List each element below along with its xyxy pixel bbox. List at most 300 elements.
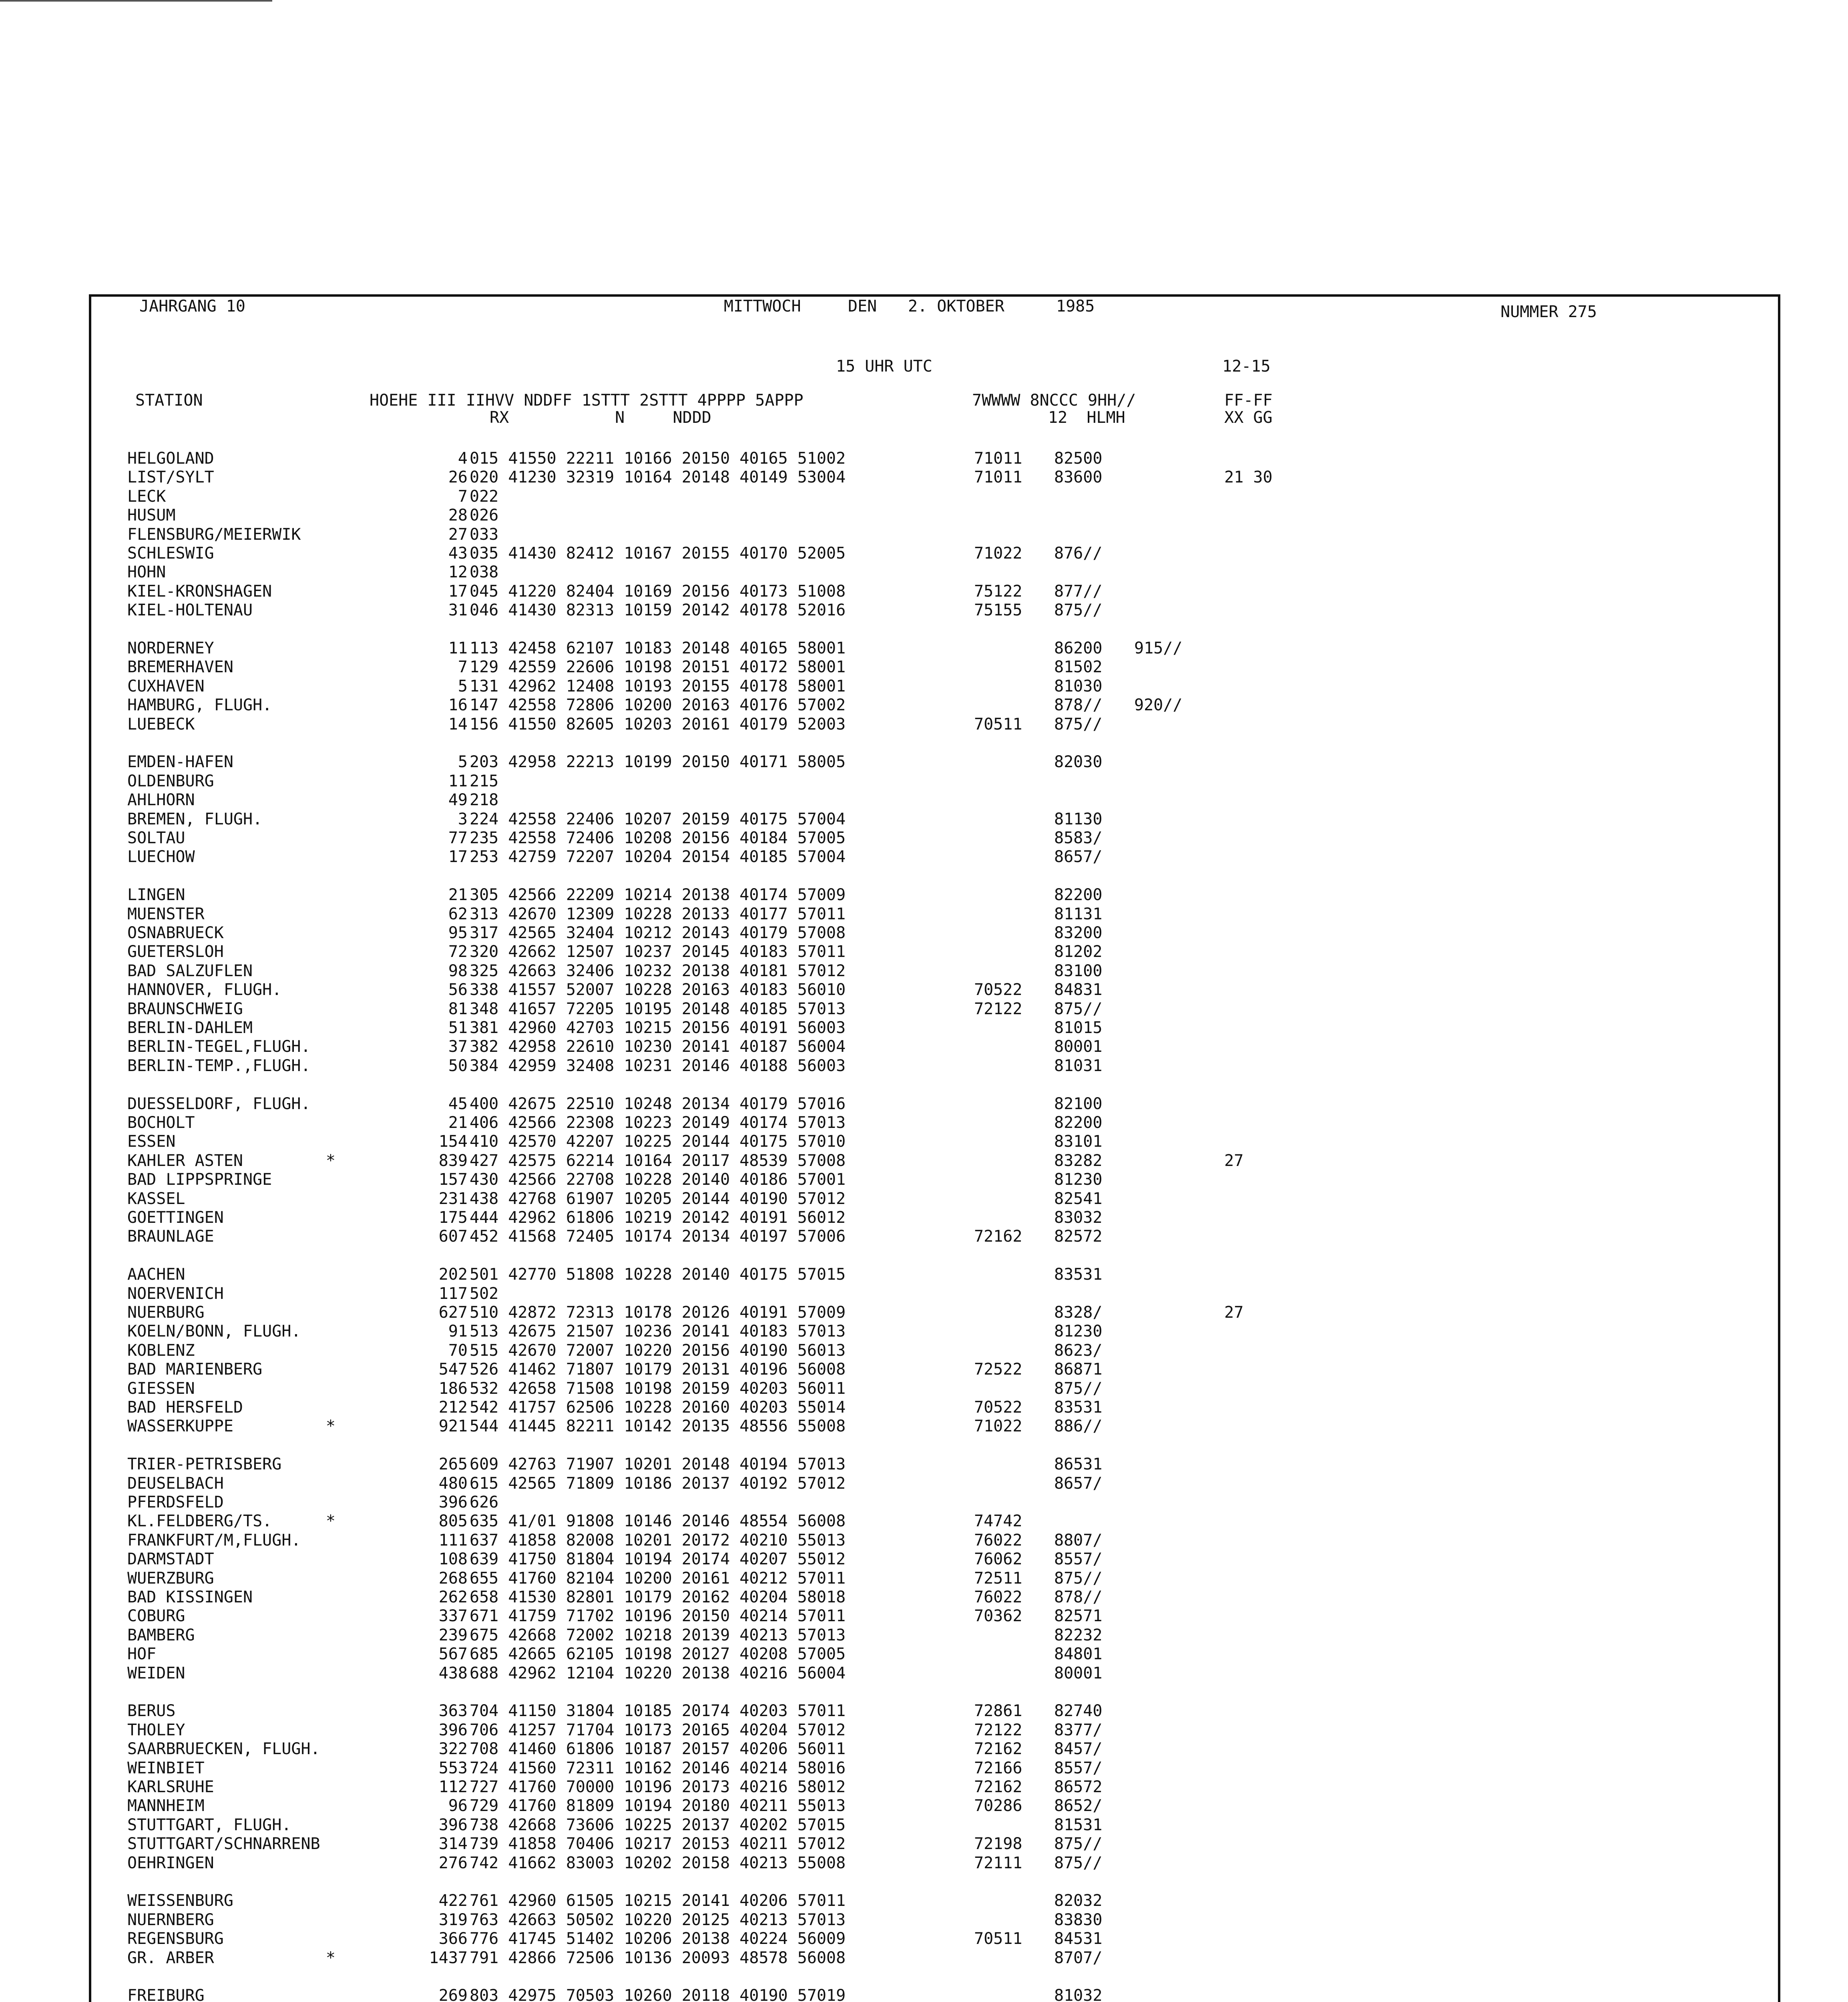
station-name: BAD MARIENBERG bbox=[127, 1360, 263, 1379]
group-7wwww: 72122 bbox=[974, 1721, 1022, 1739]
station-height: 363 bbox=[438, 1702, 468, 1721]
column-groups: 7WWWW 8NCCC 9HH// bbox=[972, 391, 1136, 410]
station-height: 81 bbox=[448, 999, 468, 1018]
group-7wwww: 70522 bbox=[974, 981, 1022, 999]
station-height: 231 bbox=[438, 1189, 468, 1208]
jahrgang: JAHRGANG 10 bbox=[139, 297, 245, 316]
synop-codes: 384 42959 32408 10231 20146 40188 56003 bbox=[470, 1056, 846, 1075]
group-7wwww: 74742 bbox=[974, 1512, 1022, 1531]
station-height: 154 bbox=[438, 1132, 468, 1151]
station-name: BERLIN-TEGEL,FLUGH. bbox=[127, 1037, 311, 1056]
synop-codes: 410 42570 42207 10225 20144 40175 57010 bbox=[470, 1132, 846, 1151]
station-height: 175 bbox=[438, 1208, 468, 1227]
synop-codes: 022 bbox=[470, 487, 499, 506]
station-name: BRAUNLAGE bbox=[127, 1227, 214, 1246]
table-row bbox=[91, 657, 1778, 677]
station-name: CUXHAVEN bbox=[127, 677, 205, 695]
mountain-marker: * bbox=[325, 1512, 335, 1531]
synop-codes: 609 42763 71907 10201 20148 40194 57013 bbox=[470, 1455, 846, 1474]
station-height: 45 bbox=[448, 1094, 468, 1113]
group-8nccc: 82500 bbox=[1054, 449, 1103, 468]
group-8nccc: 8377/ bbox=[1054, 1721, 1103, 1739]
table-row bbox=[91, 582, 1778, 601]
group-8nccc: 8652/ bbox=[1054, 1797, 1103, 1815]
table-row bbox=[91, 1493, 1778, 1512]
group-8nccc: 82541 bbox=[1054, 1189, 1103, 1208]
group-8nccc: 83830 bbox=[1054, 1910, 1103, 1929]
column-codes-sub: RX N NDDD bbox=[490, 408, 711, 427]
table-row bbox=[91, 1834, 1778, 1853]
station-height: 91 bbox=[448, 1322, 468, 1341]
station-height: 14 bbox=[448, 715, 468, 734]
table-row bbox=[91, 1853, 1778, 1873]
group-8nccc: 83101 bbox=[1054, 1132, 1103, 1151]
group-8nccc: 875// bbox=[1054, 1853, 1103, 1872]
table-row bbox=[91, 772, 1778, 791]
station-name: OLDENBURG bbox=[127, 772, 214, 790]
station-height: 111 bbox=[438, 1531, 468, 1550]
group-8nccc: 8707/ bbox=[1054, 1948, 1103, 1967]
station-name: DUESSELDORF, FLUGH. bbox=[127, 1094, 311, 1113]
group-8nccc: 875// bbox=[1054, 601, 1103, 620]
group-7wwww: 72162 bbox=[974, 1740, 1022, 1759]
synop-codes: 317 42565 32404 10212 20143 40179 57008 bbox=[470, 924, 846, 942]
synop-codes: 791 42866 72506 10136 20093 48578 56008 bbox=[470, 1948, 846, 1967]
table-row bbox=[91, 601, 1778, 620]
station-name: GOETTINGEN bbox=[127, 1208, 224, 1227]
station-name: SCHLESWIG bbox=[127, 544, 214, 563]
group-7wwww: 72861 bbox=[974, 1702, 1022, 1721]
group-8nccc: 81230 bbox=[1054, 1322, 1103, 1341]
station-name: FRANKFURT/M,FLUGH. bbox=[127, 1531, 301, 1550]
table-row bbox=[91, 1284, 1778, 1303]
synop-codes: 046 41430 82313 10159 20142 40178 52016 bbox=[470, 601, 846, 620]
wind-gusts: 21 30 bbox=[1224, 468, 1273, 487]
group-8nccc: 82200 bbox=[1054, 886, 1103, 905]
station-name: BAD KISSINGEN bbox=[127, 1588, 253, 1606]
mountain-marker: * bbox=[325, 1417, 335, 1436]
station-height: 3 bbox=[458, 810, 468, 828]
group-8nccc: 81032 bbox=[1054, 1986, 1103, 2002]
station-height: 112 bbox=[438, 1778, 468, 1796]
group-8nccc: 8457/ bbox=[1054, 1740, 1103, 1759]
table-row bbox=[91, 999, 1778, 1019]
group-7wwww: 72522 bbox=[974, 1360, 1022, 1379]
station-name: PFERDSFELD bbox=[127, 1493, 224, 1512]
station-height: 95 bbox=[448, 924, 468, 942]
synop-codes: 706 41257 71704 10173 20165 40204 57012 bbox=[470, 1721, 846, 1739]
table-row bbox=[91, 715, 1778, 734]
group-8nccc: 81015 bbox=[1054, 1019, 1103, 1037]
group-8nccc: 8623/ bbox=[1054, 1341, 1103, 1360]
station-name: KASSEL bbox=[127, 1189, 185, 1208]
synop-codes: 203 42958 22213 10199 20150 40171 58005 bbox=[470, 753, 846, 772]
station-name: WEIDEN bbox=[127, 1664, 185, 1682]
group-9hh: 920// bbox=[1134, 696, 1183, 715]
table-row bbox=[91, 544, 1778, 563]
table-row bbox=[91, 1531, 1778, 1550]
station-name: LINGEN bbox=[127, 886, 185, 905]
station-height: 396 bbox=[438, 1493, 468, 1512]
table-row bbox=[91, 1664, 1778, 1683]
group-8nccc: 81230 bbox=[1054, 1170, 1103, 1189]
station-height: 337 bbox=[438, 1607, 468, 1626]
station-name: BAD LIPPSPRINGE bbox=[127, 1170, 272, 1189]
station-name: HELGOLAND bbox=[127, 449, 214, 468]
station-height: 117 bbox=[438, 1284, 468, 1303]
table-row bbox=[91, 1398, 1778, 1417]
station-name: NUERNBERG bbox=[127, 1910, 214, 1929]
synop-codes: 675 42668 72002 10218 20139 40213 57013 bbox=[470, 1626, 846, 1644]
synop-codes: 026 bbox=[470, 506, 499, 525]
table-row bbox=[91, 506, 1778, 525]
synop-codes: 729 41760 81809 10194 20180 40211 55013 bbox=[470, 1797, 846, 1815]
station-name: HAMBURG, FLUGH. bbox=[127, 696, 272, 715]
group-7wwww: 76062 bbox=[974, 1550, 1022, 1569]
column-station: STATION bbox=[135, 391, 203, 410]
group-7wwww: 70362 bbox=[974, 1607, 1022, 1626]
group-8nccc: 8557/ bbox=[1054, 1759, 1103, 1777]
group-8nccc: 82032 bbox=[1054, 1891, 1103, 1910]
table-row bbox=[91, 1588, 1778, 1607]
table-row bbox=[91, 885, 1778, 905]
table-row bbox=[91, 1170, 1778, 1189]
table-row bbox=[91, 1322, 1778, 1341]
station-height: 314 bbox=[438, 1835, 468, 1853]
station-name: BOCHOLT bbox=[127, 1114, 195, 1132]
station-height: 262 bbox=[438, 1588, 468, 1606]
station-height: 396 bbox=[438, 1721, 468, 1739]
station-height: 28 bbox=[448, 506, 468, 525]
station-name: LUECHOW bbox=[127, 848, 195, 866]
table-row bbox=[91, 847, 1778, 866]
station-height: 7 bbox=[458, 658, 468, 677]
table-row bbox=[91, 790, 1778, 810]
synop-codes: 147 42558 72806 10200 20163 40176 57002 bbox=[470, 696, 846, 715]
synop-codes: 338 41557 52007 10228 20163 40183 56010 bbox=[470, 981, 846, 999]
group-8nccc: 81502 bbox=[1054, 658, 1103, 677]
station-name: SAARBRUECKEN, FLUGH. bbox=[127, 1740, 320, 1759]
table-row bbox=[91, 1341, 1778, 1360]
group-8nccc: 84531 bbox=[1054, 1930, 1103, 1948]
station-height: 438 bbox=[438, 1664, 468, 1682]
synop-codes: 348 41657 72205 10195 20148 40185 57013 bbox=[470, 999, 846, 1018]
table-row bbox=[91, 1626, 1778, 1645]
group-8nccc: 8583/ bbox=[1054, 829, 1103, 847]
table-row bbox=[91, 487, 1778, 506]
table-row bbox=[91, 1644, 1778, 1664]
station-name: LUEBECK bbox=[127, 715, 195, 734]
table-row bbox=[91, 1910, 1778, 1930]
station-name: MANNHEIM bbox=[127, 1797, 205, 1815]
table-row bbox=[91, 961, 1778, 981]
group-7wwww: 75155 bbox=[974, 601, 1022, 620]
station-height: 21 bbox=[448, 1114, 468, 1132]
synop-codes: 727 41760 70000 10196 20173 40216 58012 bbox=[470, 1778, 846, 1796]
station-height: 77 bbox=[448, 829, 468, 847]
station-name: KOELN/BONN, FLUGH. bbox=[127, 1322, 301, 1341]
group-8nccc: 83600 bbox=[1054, 468, 1103, 487]
group-8nccc: 82740 bbox=[1054, 1702, 1103, 1721]
table-row bbox=[91, 942, 1778, 961]
synop-codes: 020 41230 32319 10164 20148 40149 53004 bbox=[470, 468, 846, 487]
weather-report-frame bbox=[89, 294, 1780, 2002]
table-row bbox=[91, 1094, 1778, 1114]
station-height: 43 bbox=[448, 544, 468, 563]
table-row bbox=[91, 1701, 1778, 1721]
station-height: 268 bbox=[438, 1569, 468, 1588]
group-7wwww: 72511 bbox=[974, 1569, 1022, 1588]
weekday: MITTWOCH bbox=[724, 297, 801, 316]
group-8nccc: 83531 bbox=[1054, 1265, 1103, 1284]
station-height: 212 bbox=[438, 1398, 468, 1417]
group-7wwww: 72162 bbox=[974, 1227, 1022, 1246]
group-8nccc: 86200 bbox=[1054, 639, 1103, 657]
group-8nccc: 8328/ bbox=[1054, 1303, 1103, 1322]
date: 2. OKTOBER bbox=[908, 297, 1004, 316]
synop-codes: 502 bbox=[470, 1284, 499, 1303]
table-row bbox=[91, 923, 1778, 943]
column-wind-sub: XX GG bbox=[1224, 408, 1273, 427]
synop-codes: 501 42770 51808 10228 20140 40175 57015 bbox=[470, 1265, 846, 1284]
synop-codes: 218 bbox=[470, 791, 499, 810]
mountain-marker: * bbox=[325, 1151, 335, 1170]
station-height: 31 bbox=[448, 601, 468, 620]
table-row bbox=[91, 1417, 1778, 1436]
station-name: COBURG bbox=[127, 1607, 185, 1626]
station-name: AACHEN bbox=[127, 1265, 185, 1284]
station-height: 72 bbox=[448, 943, 468, 961]
station-height: 4 bbox=[458, 449, 468, 468]
table-row bbox=[91, 1606, 1778, 1626]
group-7wwww: 70286 bbox=[974, 1797, 1022, 1815]
table-row bbox=[91, 810, 1778, 829]
station-height: 27 bbox=[448, 525, 468, 544]
station-name: OSNABRUECK bbox=[127, 924, 224, 942]
group-8nccc: 81202 bbox=[1054, 943, 1103, 961]
table-row bbox=[91, 1512, 1778, 1531]
group-7wwww: 72162 bbox=[974, 1778, 1022, 1796]
group-8nccc: 81031 bbox=[1054, 1056, 1103, 1075]
table-row bbox=[91, 1569, 1778, 1588]
table-row bbox=[91, 1303, 1778, 1322]
station-name: KAHLER ASTEN bbox=[127, 1151, 243, 1170]
group-8nccc: 81030 bbox=[1054, 677, 1103, 695]
group-8nccc: 82571 bbox=[1054, 1607, 1103, 1626]
station-height: 17 bbox=[448, 582, 468, 601]
station-name: SOLTAU bbox=[127, 829, 185, 847]
synop-codes: 253 42759 72207 10204 20154 40185 57004 bbox=[470, 848, 846, 866]
station-name: GUETERSLOH bbox=[127, 943, 224, 961]
table-row bbox=[91, 1929, 1778, 1948]
table-row bbox=[91, 752, 1778, 772]
station-name: STUTTGART, FLUGH. bbox=[127, 1815, 291, 1834]
synop-codes: 803 42975 70503 10260 20118 40190 57019 bbox=[470, 1986, 846, 2002]
synop-codes: 224 42558 22406 10207 20159 40175 57004 bbox=[470, 810, 846, 828]
group-8nccc: 86531 bbox=[1054, 1455, 1103, 1474]
group-8nccc: 8557/ bbox=[1054, 1550, 1103, 1569]
station-name: HUSUM bbox=[127, 506, 176, 525]
table-row bbox=[91, 1151, 1778, 1170]
station-name: BAMBERG bbox=[127, 1626, 195, 1644]
table-row bbox=[91, 1891, 1778, 1910]
table-row bbox=[91, 468, 1778, 487]
group-8nccc: 875// bbox=[1054, 715, 1103, 734]
station-height: 553 bbox=[438, 1759, 468, 1777]
group-8nccc: 876// bbox=[1054, 544, 1103, 563]
table-row bbox=[91, 677, 1778, 696]
station-height: 157 bbox=[438, 1170, 468, 1189]
synop-codes: 215 bbox=[470, 772, 499, 790]
group-7wwww: 71022 bbox=[974, 1417, 1022, 1436]
station-name: FREIBURG bbox=[127, 1986, 205, 2002]
synop-codes: 515 42670 72007 10220 20156 40190 56013 bbox=[470, 1341, 846, 1360]
synop-codes: 658 41530 82801 10179 20162 40204 58018 bbox=[470, 1588, 846, 1606]
station-height: 422 bbox=[438, 1891, 468, 1910]
synop-codes: 637 41858 82008 10201 20172 40210 55013 bbox=[470, 1531, 846, 1550]
group-7wwww: 72111 bbox=[974, 1853, 1022, 1872]
synop-codes: 526 41462 71807 10179 20131 40196 56008 bbox=[470, 1360, 846, 1379]
synop-codes: 045 41220 82404 10169 20156 40173 51008 bbox=[470, 582, 846, 601]
station-name: HOHN bbox=[127, 563, 166, 582]
station-height: 839 bbox=[438, 1151, 468, 1170]
station-height: 607 bbox=[438, 1227, 468, 1246]
station-height: 547 bbox=[438, 1360, 468, 1379]
synop-codes: 015 41550 22211 10166 20150 40165 51002 bbox=[470, 449, 846, 468]
table-row bbox=[91, 828, 1778, 848]
station-name: BREMERHAVEN bbox=[127, 658, 233, 677]
station-height: 70 bbox=[448, 1341, 468, 1360]
synop-codes: 427 42575 62214 10164 20117 48539 57008 bbox=[470, 1151, 846, 1170]
station-name: DEUSELBACH bbox=[127, 1474, 224, 1493]
station-name: STUTTGART/SCHNARRENB bbox=[127, 1835, 320, 1853]
synop-codes: 038 bbox=[470, 563, 499, 582]
station-height: 62 bbox=[448, 905, 468, 923]
synop-codes: 381 42960 42703 10215 20156 40191 56003 bbox=[470, 1019, 846, 1037]
nummer: NUMMER 275 bbox=[1500, 303, 1597, 321]
station-height: 12 bbox=[448, 563, 468, 582]
station-name: BERLIN-TEMP.,FLUGH. bbox=[127, 1056, 311, 1075]
station-height: 50 bbox=[448, 1056, 468, 1075]
period: 12-15 bbox=[1222, 357, 1271, 376]
group-8nccc: 8807/ bbox=[1054, 1531, 1103, 1550]
group-8nccc: 878// bbox=[1054, 696, 1103, 715]
station-height: 1437 bbox=[429, 1948, 468, 1967]
station-name: HANNOVER, FLUGH. bbox=[127, 981, 282, 999]
station-name: KL.FELDBERG/TS. bbox=[127, 1512, 272, 1531]
group-8nccc: 81130 bbox=[1054, 810, 1103, 828]
synop-codes: 313 42670 12309 10228 20133 40177 57011 bbox=[470, 905, 846, 923]
table-row bbox=[91, 1208, 1778, 1227]
station-height: 37 bbox=[448, 1037, 468, 1056]
table-row bbox=[91, 1474, 1778, 1493]
group-8nccc: 80001 bbox=[1054, 1664, 1103, 1682]
group-7wwww: 71011 bbox=[974, 468, 1022, 487]
group-7wwww: 70522 bbox=[974, 1398, 1022, 1417]
group-7wwww: 75122 bbox=[974, 582, 1022, 601]
group-7wwww: 71011 bbox=[974, 449, 1022, 468]
group-9hh: 915// bbox=[1134, 639, 1183, 657]
station-name: BERUS bbox=[127, 1702, 176, 1721]
group-8nccc: 80001 bbox=[1054, 1037, 1103, 1056]
station-height: 239 bbox=[438, 1626, 468, 1644]
synop-codes: 688 42962 12104 10220 20138 40216 56004 bbox=[470, 1664, 846, 1682]
synop-codes: 671 41759 71702 10196 20150 40214 57011 bbox=[470, 1607, 846, 1626]
table-row bbox=[91, 1550, 1778, 1569]
table-row bbox=[91, 1360, 1778, 1379]
group-8nccc: 83531 bbox=[1054, 1398, 1103, 1417]
table-row bbox=[91, 905, 1778, 924]
station-height: 265 bbox=[438, 1455, 468, 1474]
synop-codes: 320 42662 12507 10237 20145 40183 57011 bbox=[470, 943, 846, 961]
table-row bbox=[91, 563, 1778, 582]
time-utc: 15 UHR UTC bbox=[836, 357, 932, 376]
group-8nccc: 877// bbox=[1054, 582, 1103, 601]
table-row bbox=[91, 1721, 1778, 1740]
station-height: 21 bbox=[448, 886, 468, 905]
group-8nccc: 83282 bbox=[1054, 1151, 1103, 1170]
station-height: 366 bbox=[438, 1930, 468, 1948]
group-8nccc: 83200 bbox=[1054, 924, 1103, 942]
table-row bbox=[91, 1739, 1778, 1759]
station-height: 11 bbox=[448, 639, 468, 657]
station-name: KIEL-HOLTENAU bbox=[127, 601, 253, 620]
synop-codes: 156 41550 82605 10203 20161 40179 52003 bbox=[470, 715, 846, 734]
station-name: THOLEY bbox=[127, 1721, 185, 1739]
table-row bbox=[91, 1113, 1778, 1132]
group-8nccc: 82030 bbox=[1054, 753, 1103, 772]
station-name: NORDERNEY bbox=[127, 639, 214, 657]
group-8nccc: 8657/ bbox=[1054, 848, 1103, 866]
synop-codes: 406 42566 22308 10223 20149 40174 57013 bbox=[470, 1114, 846, 1132]
group-8nccc: 86871 bbox=[1054, 1360, 1103, 1379]
station-name: EMDEN-HAFEN bbox=[127, 753, 233, 772]
station-name: BAD HERSFELD bbox=[127, 1398, 243, 1417]
station-height: 16 bbox=[448, 696, 468, 715]
den-label: DEN bbox=[848, 297, 877, 316]
group-7wwww: 70511 bbox=[974, 715, 1022, 734]
synop-codes: 639 41750 81804 10194 20174 40207 55012 bbox=[470, 1550, 846, 1569]
group-8nccc: 82200 bbox=[1054, 1114, 1103, 1132]
station-height: 7 bbox=[458, 487, 468, 506]
station-name: MUENSTER bbox=[127, 905, 205, 923]
table-row bbox=[91, 1037, 1778, 1056]
table-row bbox=[91, 980, 1778, 999]
synop-codes: 542 41757 62506 10228 20160 40203 55014 bbox=[470, 1398, 846, 1417]
station-height: 17 bbox=[448, 848, 468, 866]
synop-codes: 305 42566 22209 10214 20138 40174 57009 bbox=[470, 886, 846, 905]
table-row bbox=[91, 1455, 1778, 1474]
column-wind: FF-FF bbox=[1224, 391, 1273, 410]
group-8nccc: 875// bbox=[1054, 1569, 1103, 1588]
station-name: LECK bbox=[127, 487, 166, 506]
group-8nccc: 84831 bbox=[1054, 981, 1103, 999]
group-8nccc: 83100 bbox=[1054, 961, 1103, 980]
station-name: HOF bbox=[127, 1645, 157, 1664]
group-8nccc: 875// bbox=[1054, 1835, 1103, 1853]
station-height: 921 bbox=[438, 1417, 468, 1436]
table-row bbox=[91, 1132, 1778, 1151]
station-name: ESSEN bbox=[127, 1132, 176, 1151]
station-name: WEISSENBURG bbox=[127, 1891, 233, 1910]
group-8nccc: 82232 bbox=[1054, 1626, 1103, 1644]
table-row bbox=[91, 1796, 1778, 1815]
group-8nccc: 8657/ bbox=[1054, 1474, 1103, 1493]
station-height: 269 bbox=[438, 1986, 468, 2002]
synop-codes: 033 bbox=[470, 525, 499, 544]
column-codes: HOEHE III IIHVV NDDFF 1STTT 2STTT 4PPPP 5APPP bbox=[370, 391, 803, 410]
table-row bbox=[91, 449, 1778, 468]
